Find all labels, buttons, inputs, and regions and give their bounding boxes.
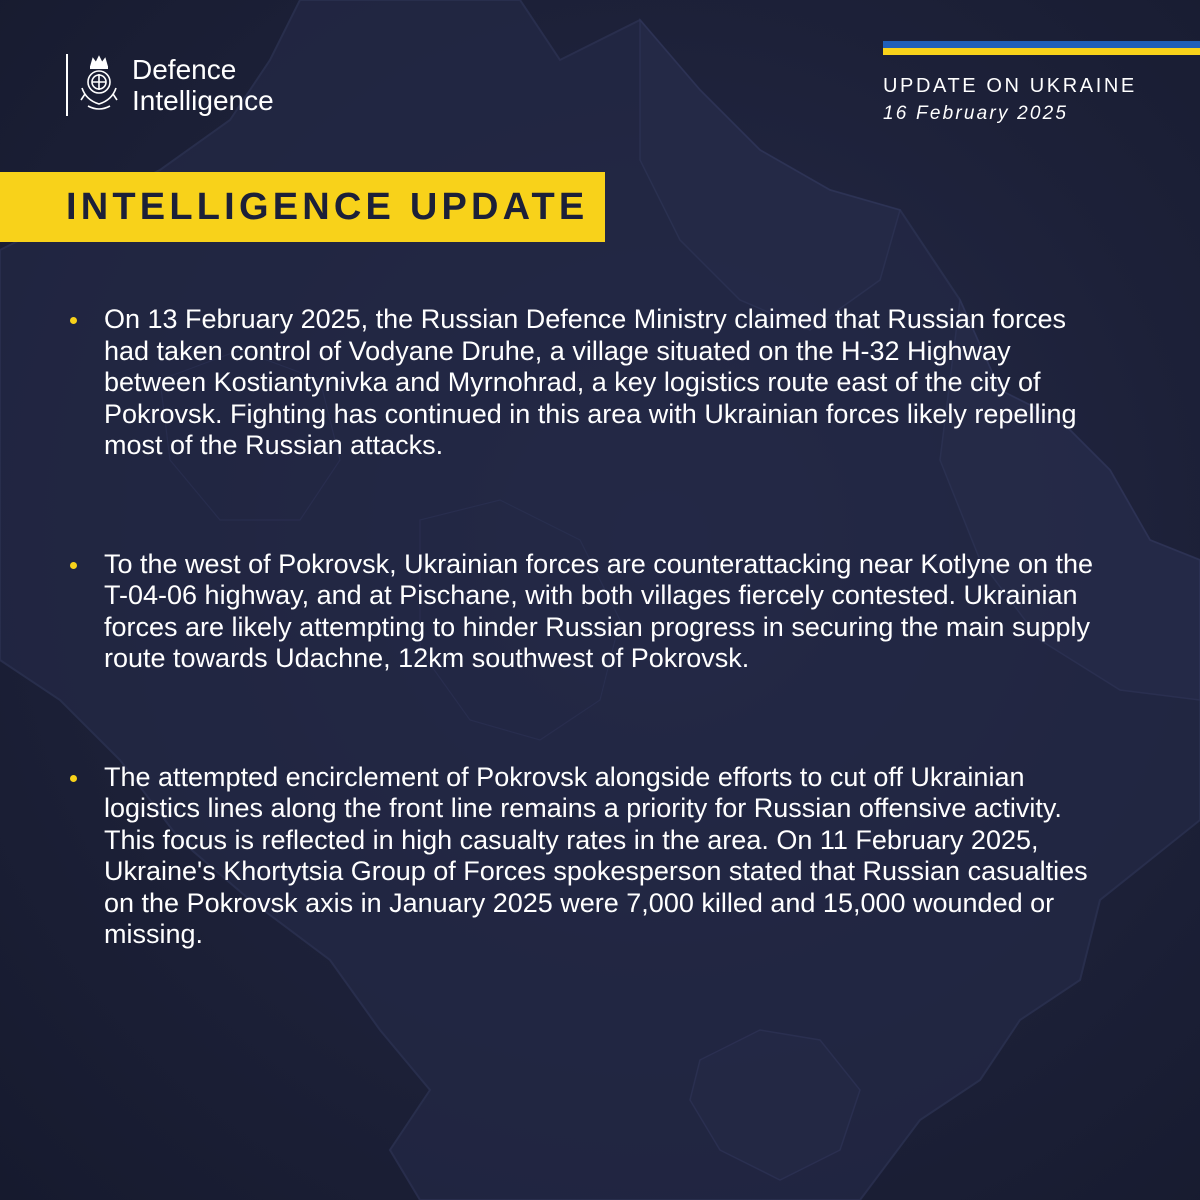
banner-label: INTELLIGENCE UPDATE	[66, 185, 589, 228]
update-title: UPDATE ON UKRAINE	[883, 75, 1137, 97]
logo-text	[132, 54, 274, 116]
bullet-item	[66, 549, 1106, 675]
bullet-text: To the west of Pokrovsk, Ukrainian forces are counterattacking near Kotlyne on the T-04-06 highway, and at Pischane, with both villages fiercely contested. Ukrainian forces are likely attempting to hinder Russian progress in securing the main supply route towards Udachne, 12km southwest of Pokrovsk.	[104, 548, 1094, 673]
bullet-list	[66, 304, 1106, 951]
defence-intelligence-logo	[66, 54, 274, 116]
bullet-item	[66, 762, 1106, 951]
flag-yellow-stripe	[883, 48, 1200, 55]
logo-divider	[66, 54, 68, 116]
logo-text-line2: Intelligence	[132, 85, 274, 116]
bullet-dot-icon	[70, 317, 77, 324]
update-date: 16 February 2025	[883, 103, 1069, 124]
bullet-text: On 13 February 2025, the Russian Defence Ministry claimed that Russian forces had taken control of Vodyane Druhe, a village situated on the H-32 Highway between Kostiantynivka and Myrnohrad, a key logistics route east of the city of Pokrovsk. Fighting has continued in this area with Ukrainian forces likely repelling most of the Russian attacks.	[104, 304, 1077, 460]
logo-text-line1: Defence	[132, 54, 237, 85]
royal-crest-icon	[76, 54, 122, 116]
bullet-dot-icon	[70, 775, 77, 782]
intelligence-update-banner	[0, 172, 605, 242]
flag-blue-stripe	[883, 41, 1200, 48]
bullet-text: The attempted encirclement of Pokrovsk alongside efforts to cut off Ukrainian logistics lines along the front line remains a priority for Russian offensive activity. This focus is reflected in high casualty rates in the area. On 11 February 2025, Ukraine's Khortytsia Group of Forces spokesperson stated that Russian casualties on the Pokrovsk axis in January 2025 were 7,000 killed and 15,000 wounded or missing.	[104, 761, 1088, 949]
bullet-dot-icon	[70, 562, 77, 569]
bullet-item	[66, 304, 1106, 462]
ukraine-flag-bar	[883, 41, 1200, 55]
